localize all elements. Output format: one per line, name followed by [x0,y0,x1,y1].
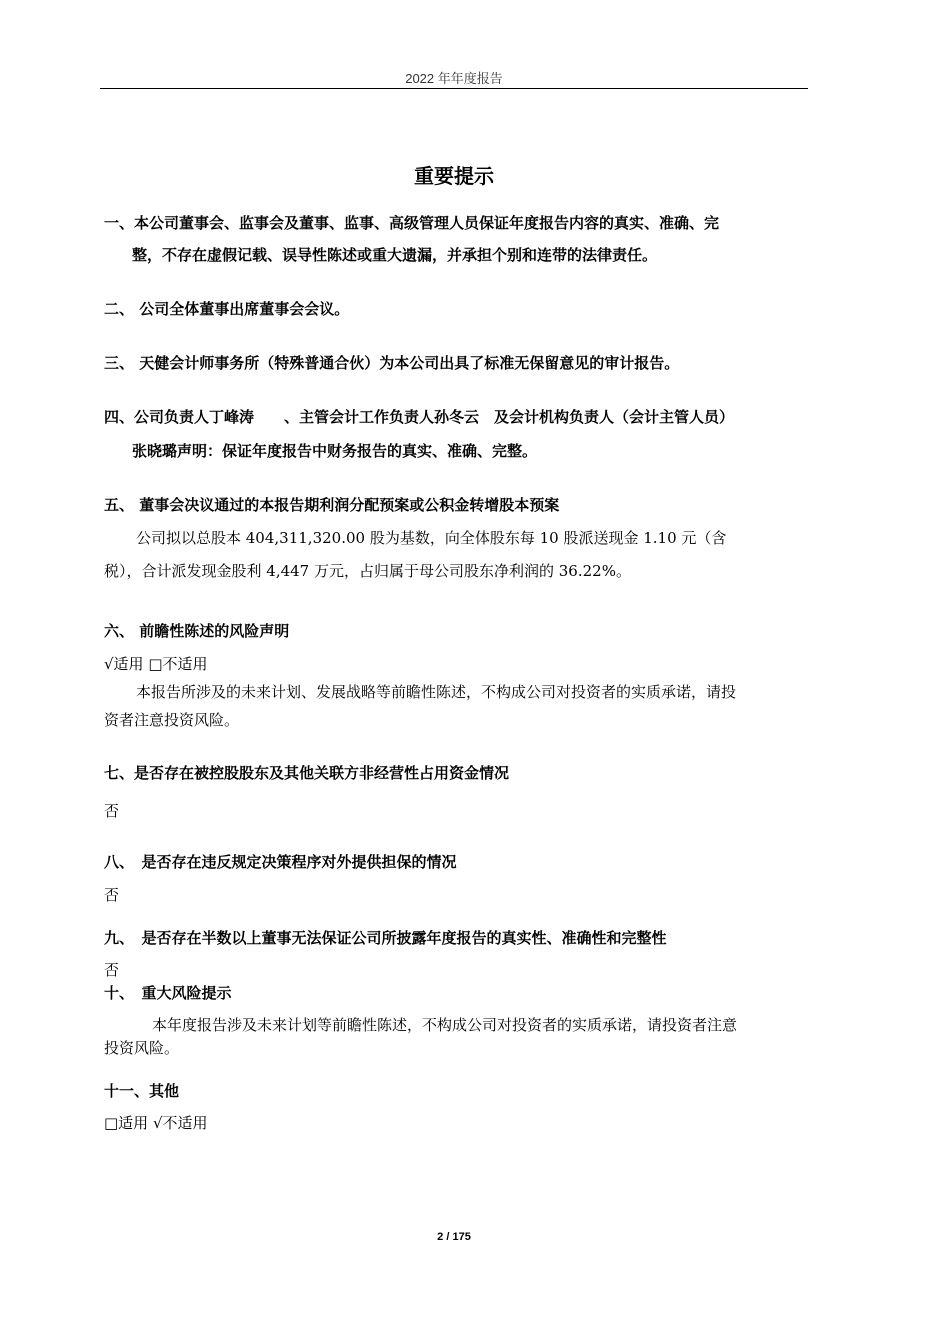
section-11-heading: 十一、其他 [104,1082,180,1100]
section-6-options: √适用 □不适用 [104,655,208,673]
section-4-line-2: 张晓璐声明：保证年度报告中财务报告的真实、准确、完整。 [132,442,538,460]
section-4-line-1: 四、公司负责人丁峰涛 、主管会计工作负责人孙冬云 及会计机构负责人（会计主管人员） [104,408,735,426]
section-9-answer: 否 [104,961,120,979]
page-number: 2 / 175 [437,1231,471,1243]
section-6-para-line-2: 资者注意投资风险。 [104,711,240,729]
section-5-para-line-2: 税），合计派发现金股利 4,447 万元，占归属于母公司股东净利润的 36.22%。 [104,562,631,580]
section-1-line-2: 整，不存在虚假记载、误导性陈述或重大遗漏，并承担个别和连带的法律责任。 [132,246,658,264]
page-title: 重要提示 [414,164,494,188]
section-9-heading: 九、 是否存在半数以上董事无法保证公司所披露年度报告的真实性、准确性和完整性 [104,929,667,947]
section-10-para-line-2: 投资风险。 [104,1039,180,1057]
section-5-para-line-1: 公司拟以总股本 404,311,320.00 股为基数，向全体股东每 10 股派送现金 1.10 元（含 [136,529,727,547]
section-6-heading: 六、 前瞻性陈述的风险声明 [104,622,290,640]
section-8-answer: 否 [104,886,120,904]
section-1-line-1: 一、本公司董事会、监事会及董事、监事、高级管理人员保证年度报告内容的真实、准确、完 [104,214,720,232]
section-8-heading: 八、 是否存在违反规定决策程序对外提供担保的情况 [104,853,457,871]
section-5-heading: 五、 董事会决议通过的本报告期利润分配预案或公积金转增股本预案 [104,496,560,514]
section-6-para-line-1: 本报告所涉及的未来计划、发展战略等前瞻性陈述，不构成公司对投资者的实质承诺，请投 [136,683,737,701]
section-3-heading: 三、 天健会计师事务所（特殊普通合伙）为本公司出具了标准无保留意见的审计报告。 [104,354,680,372]
running-header: 2022 年年度报告 [405,71,503,86]
section-10-para-line-1: 本年度报告涉及未来计划等前瞻性陈述，不构成公司对投资者的实质承诺，请投资者注意 [152,1016,738,1034]
section-10-heading: 十、 重大风险提示 [104,984,232,1002]
header-rule [100,88,808,89]
section-7-heading: 七、是否存在被控股股东及其他关联方非经营性占用资金情况 [104,764,510,782]
section-11-options: □适用 √不适用 [104,1114,208,1132]
section-7-answer: 否 [104,802,120,820]
section-2-heading: 二、 公司全体董事出席董事会会议。 [104,300,350,318]
